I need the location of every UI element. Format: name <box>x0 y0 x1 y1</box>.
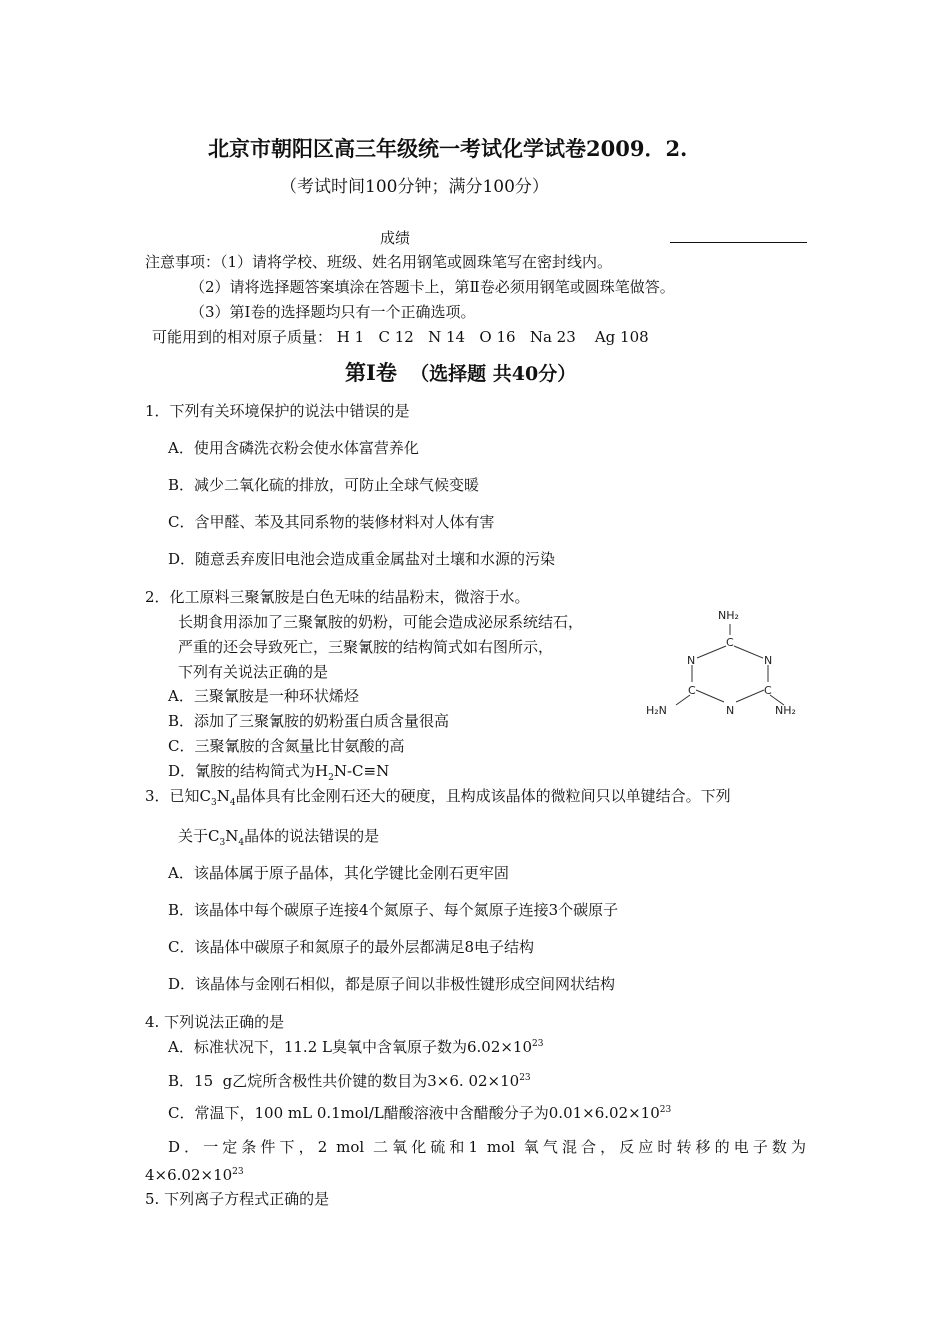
notice-3: （3）第Ⅰ卷的选择题均只有一个正确选项。 <box>190 303 476 321</box>
amine-left: H₂N <box>646 704 667 717</box>
q3-stem-line2 <box>178 826 379 846</box>
q5-stem: 5. 下列离子方程式正确的是 <box>145 1190 330 1208</box>
q4-option-a <box>168 1037 543 1057</box>
q4-option-d-line2 <box>145 1165 244 1185</box>
q2-stem-3: 严重的还会导致死亡，三聚氰胺的结构简式如右图所示， <box>178 638 554 656</box>
q3-sub-4: 4 <box>229 798 236 808</box>
q4-c-exponent: 23 <box>659 1105 672 1115</box>
section-name: 第Ⅰ卷 <box>345 360 397 385</box>
carbon-right: C <box>764 684 772 697</box>
q2-stem-4: 下列有关说法正确的是 <box>178 663 329 681</box>
section-title <box>345 360 577 385</box>
q1-option-a: A．使用含磷洗衣粉会使水体富营养化 <box>168 439 419 457</box>
q3-line2-end: 晶体的说法错误的是 <box>244 827 380 845</box>
q2-option-a: A．三聚氰胺是一种环状烯烃 <box>168 687 359 705</box>
score-label: 成绩 <box>380 229 411 247</box>
section-detail: （选择题 共40分） <box>410 363 577 385</box>
q1-option-c: C．含甲醛、苯及其同系物的装修材料对人体有害 <box>168 513 495 531</box>
carbon-top: C <box>726 636 734 649</box>
q4-option-d: D．一定条件下，2 mol 二氧化硫和1 mol 氧气混合，反应时转移的电子数为 <box>168 1138 806 1156</box>
q1-stem: 1．下列有关环境保护的说法中错误的是 <box>145 402 410 420</box>
page-title: 北京市朝阳区高三年级统一考试化学试卷2009．2. <box>208 136 688 161</box>
q1-option-b: B．减少二氧化硫的排放，可防止全球气候变暖 <box>168 476 480 494</box>
atomic-masses: 可能用到的相对原子质量： H 1 C 12 N 14 O 16 Na 23 Ag 108 <box>152 328 649 346</box>
q2-stem-1: 2．化工原料三聚氰胺是白色无味的结晶粉末，微溶于水。 <box>145 588 530 606</box>
q4-option-c <box>168 1103 671 1123</box>
notice-2: （2）请将选择题答案填涂在答题卡上，第Ⅱ卷必须用钢笔或圆珠笔做答。 <box>190 278 675 296</box>
q2-d-text: D．氰胺的结构简式为H <box>168 762 329 780</box>
nitrogen-bottom: N <box>726 704 735 717</box>
q1-option-d: D．随意丢弃废旧电池会造成重金属盐对土壤和水源的污染 <box>168 550 556 568</box>
q4-option-b <box>168 1071 531 1091</box>
q3-option-d: D．该晶体与金刚石相似，都是原子间以非极性键形成空间网状结构 <box>168 975 616 993</box>
q3-n: N <box>216 787 230 805</box>
nitrogen-left: N <box>687 654 696 667</box>
q2-option-b: B．添加了三聚氰胺的奶粉蛋白质含量很高 <box>168 712 450 730</box>
q2-option-c: C．三聚氰胺的含氮量比甘氨酸的高 <box>168 737 405 755</box>
amine-right: NH₂ <box>775 704 796 717</box>
q3-option-a: A．该晶体属于原子晶体，其化学键比金刚石更牢固 <box>168 864 509 882</box>
q4-b-exponent: 23 <box>519 1073 531 1083</box>
q3-sub-3: 3 <box>211 798 217 808</box>
nitrogen-right: N <box>764 654 773 667</box>
q4-a-exponent: 23 <box>532 1039 544 1049</box>
carbon-left: C <box>688 684 696 697</box>
q2-stem-2: 长期食用添加了三聚氰胺的奶粉，可能会造成泌尿系统结石， <box>178 613 584 631</box>
q3-option-b: B．该晶体中每个碳原子连接4个氮原子、每个氮原子连接3个碳原子 <box>168 901 619 919</box>
amine-top: NH₂ <box>718 609 739 622</box>
q2-option-d <box>168 761 389 781</box>
notice-1: 注意事项：（1）请将学校、班级、姓名用钢笔或圆珠笔写在密封线内。 <box>145 253 613 271</box>
q3-option-c: C．该晶体中碳原子和氮原子的最外层都满足8电子结构 <box>168 938 535 956</box>
q3-stem <box>145 786 731 806</box>
q4-d2-exponent: 23 <box>232 1167 244 1177</box>
exam-time-subtitle: （考试时间100分钟；满分100分） <box>280 177 549 197</box>
q3-line2-n: N <box>225 827 239 845</box>
q2-d-formula: N-C≡N <box>333 762 390 780</box>
q3-line2-sub-3: 3 <box>219 838 226 848</box>
q4-a-text: A．标准状况下，11.2 L臭氧中含氧原子数为6.02×10 <box>168 1038 533 1056</box>
q2-d-subscript: 2 <box>328 773 334 783</box>
q4-b-text: B．15 g乙烷所含极性共价键的数目为3×6. 02×10 <box>168 1072 520 1090</box>
q4-c-text: C．常温下，100 mL 0.1mol/L醋酸溶液中含醋酸分子为0.01×6.02×10 <box>168 1104 660 1122</box>
q3-line2-start: 关于C <box>178 827 220 845</box>
q4-stem: 4. 下列说法正确的是 <box>145 1013 285 1031</box>
score-blank-line <box>670 242 807 243</box>
q3-line2-sub-4: 4 <box>238 838 245 848</box>
q3-stem-start: 3．已知C <box>145 787 212 805</box>
q4-d2-text: 4×6.02×10 <box>145 1166 233 1184</box>
melamine-structure-diagram <box>640 602 810 724</box>
q3-stem-end: 晶体具有比金刚石还大的硬度，且构成该晶体的微粒间只以单键结合。下列 <box>235 787 731 805</box>
